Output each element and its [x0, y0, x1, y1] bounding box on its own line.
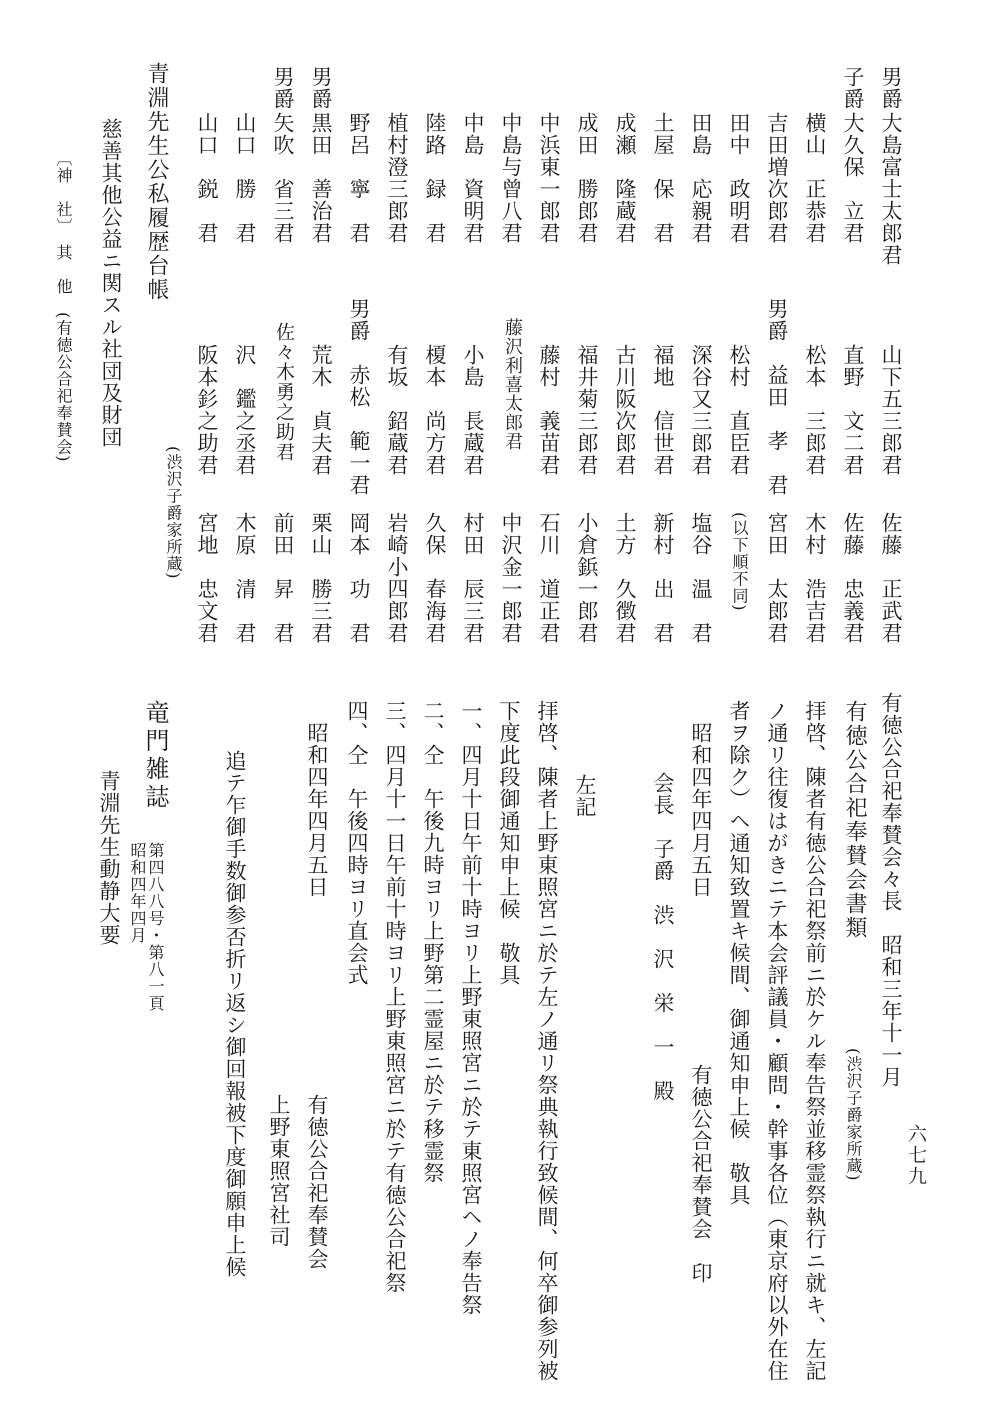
- text-line: 有徳公合祀奉賛会々長 昭和三年十一月: [879, 692, 903, 1088]
- roster-entry: 大島富士太郎君: [879, 112, 903, 266]
- roster-entry: 久保 春海君: [423, 512, 447, 644]
- sender-line: 有徳公合祀奉賛会 印: [689, 1064, 713, 1284]
- roster-entry: 藤沢利喜太郎君: [502, 318, 523, 451]
- roster-entry: 佐藤 忠義君: [841, 512, 865, 644]
- roster-entry: 栗山 勝三君: [309, 512, 333, 644]
- roster-entry: 陸路 録 君: [423, 112, 447, 244]
- roster-entry: 山下五三郎君: [879, 344, 903, 476]
- addressee-line: 会長 子爵 渋 沢 栄 一 殿: [651, 772, 675, 1102]
- text-line: 青淵先生動静大要: [97, 770, 121, 946]
- roster-entry: 藤村 義苗君: [537, 344, 561, 476]
- schedule-item: 三、四月十一日午前十時ヨリ上野東照宮ニ於テ有徳公合祀祭: [383, 700, 407, 1294]
- text-line: ノ通リ往復はがきニテ本会評議員・顧問・幹事各位（東京府以外在住: [765, 700, 789, 1382]
- date-line: 昭和四年四月五日: [305, 722, 329, 898]
- sender-line: 有徳公合祀奉賛会: [305, 1094, 329, 1270]
- roster-entry: 松本 三郎君: [803, 344, 827, 476]
- roster-entry: 男爵 益田 孝 君: [765, 298, 789, 496]
- schedule-item: 一、四月十日午前十時ヨリ上野東照宮ニ於テ東照宮ヘノ奉告祭: [459, 700, 483, 1316]
- roster-col-prefix: 男爵: [271, 66, 295, 110]
- roster-entry: 古川阪次郎君: [613, 344, 637, 476]
- roster-entry: 福井菊三郎君: [575, 344, 599, 476]
- schedule-item: 四、仝 午後四時ヨリ直会式: [345, 700, 369, 986]
- roster-entry: 山口 鋭 君: [195, 112, 219, 244]
- roster-entry: 田中 政明君: [727, 112, 751, 244]
- roster-entry: 沢 鑑之丞君: [233, 344, 257, 476]
- section-heading: 有徳公合祀奉賛会書類: [842, 700, 867, 940]
- roster-entry: 宮地 忠文君: [195, 512, 219, 644]
- sender-line: 上野東照宮社司: [267, 1094, 291, 1248]
- roster-entry: 矢吹 省三君: [271, 112, 295, 244]
- source-label: (渋沢子爵家所蔵): [844, 1048, 863, 1182]
- roster-entry: 佐藤 正武君: [879, 512, 903, 644]
- roster-entry: 石川 道正君: [537, 512, 561, 644]
- roster-entry: 佐々木勇之助君: [273, 322, 295, 462]
- roster-entry: 中島 資明君: [461, 112, 485, 244]
- roster-col-prefix: 男爵: [309, 66, 333, 110]
- roster-entry: 田島 応親君: [689, 112, 713, 244]
- page-number: 六七九: [905, 1124, 927, 1187]
- text-line: 者ヲ除ク）ヘ通知致置キ候間、御通知申上候 敬具: [727, 700, 751, 1206]
- roster-entry: 男爵 赤松 範一君: [347, 298, 371, 496]
- roster-entry: 有坂 鉊蔵君: [385, 344, 409, 476]
- roster-entry: 黒田 善治君: [309, 112, 333, 244]
- roster-entry: 野呂 寧 君: [347, 112, 371, 244]
- roster-entry: 吉田増次郎君: [765, 112, 789, 244]
- notice-heading: 左記: [573, 774, 597, 818]
- roster-entry: 塩谷 温 君: [689, 512, 713, 644]
- citation-number: 第四八八号・第八一頁: [146, 842, 165, 1012]
- roster-entry: 小島 長蔵君: [461, 344, 485, 476]
- roster-entry: 新村 出 君: [651, 512, 675, 644]
- roster-entry: 山口 勝 君: [233, 112, 257, 244]
- roster-entry: 植村澄三郎君: [385, 112, 409, 244]
- roster-entry: 岡本 功 君: [347, 512, 371, 644]
- text-line: 拝啓、陳者上野東照宮ニ於テ左ノ通リ祭典執行致候間、何卒御参列被: [535, 700, 559, 1382]
- roster-entry: 松村 直臣君: [727, 344, 751, 476]
- roster-col-prefix: 男爵: [879, 66, 903, 110]
- schedule-item: 二、仝 午後九時ヨリ上野第二霊屋ニ於テ移霊祭: [421, 700, 445, 1184]
- citation-title: 竜門雑誌: [141, 700, 169, 812]
- roster-entry: 中島与曾八君: [499, 112, 523, 244]
- roster-entry: 村田 辰三君: [461, 512, 485, 644]
- roster-col-prefix: 子爵: [841, 66, 865, 110]
- roster-entry: 岩崎小四郎君: [385, 512, 409, 644]
- roster-entry: 木村 浩吉君: [803, 512, 827, 644]
- roster-entry: 深谷又三郎君: [689, 344, 713, 476]
- roster-entry: 阪本釤之助君: [195, 344, 219, 476]
- text-line: 下度此段御通知申上候 敬具: [497, 700, 521, 986]
- heading-main: 青淵先生公私履歴台帳: [144, 62, 169, 302]
- roster-entry: 榎本 尚方君: [423, 344, 447, 476]
- roster-entry: 土方 久徴君: [613, 512, 637, 644]
- roster-entry: 宮田 太郎君: [765, 512, 789, 644]
- citation-date: 昭和四年四月: [128, 842, 147, 944]
- roster-entry: 小倉鋲一郎君: [575, 512, 599, 644]
- heading-sub: 慈善其他公益ニ関スル社団及財団: [99, 118, 123, 448]
- roster-entry: 中沢金一郎君: [499, 512, 523, 644]
- roster-entry: 成田 勝郎君: [575, 112, 599, 244]
- roster-entry: 福地 信世君: [651, 344, 675, 476]
- date-line: 昭和四年四月五日: [689, 722, 713, 898]
- postscript-line: 追テ乍御手数御参否折リ返シ御回報被下度御願申上候: [223, 750, 247, 1278]
- roster-entry: 直野 文二君: [841, 344, 865, 476]
- text-line: 拝啓、陳者有徳公合祀祭前ニ於ケル奉告祭並移霊祭執行ニ就キ、左記: [803, 700, 827, 1382]
- heading-detail: 〔神 社〕 其 他 (有徳公合祀奉賛会): [54, 150, 73, 463]
- source-label: (渋沢子爵家所蔵): [164, 446, 183, 580]
- roster-entry: 木原 清 君: [233, 512, 257, 644]
- roster-entry: 土屋 保 君: [651, 112, 675, 244]
- roster-entry: 前田 昇 君: [271, 512, 295, 644]
- roster-note: (以下順不同): [730, 512, 749, 612]
- roster-entry: 成瀬 隆蔵君: [613, 112, 637, 244]
- roster-entry: 荒木 貞夫君: [309, 344, 333, 476]
- roster-entry: 中浜東一郎君: [537, 112, 561, 244]
- roster-entry: 大久保 立君: [841, 112, 865, 244]
- roster-entry: 横山 正恭君: [803, 112, 827, 244]
